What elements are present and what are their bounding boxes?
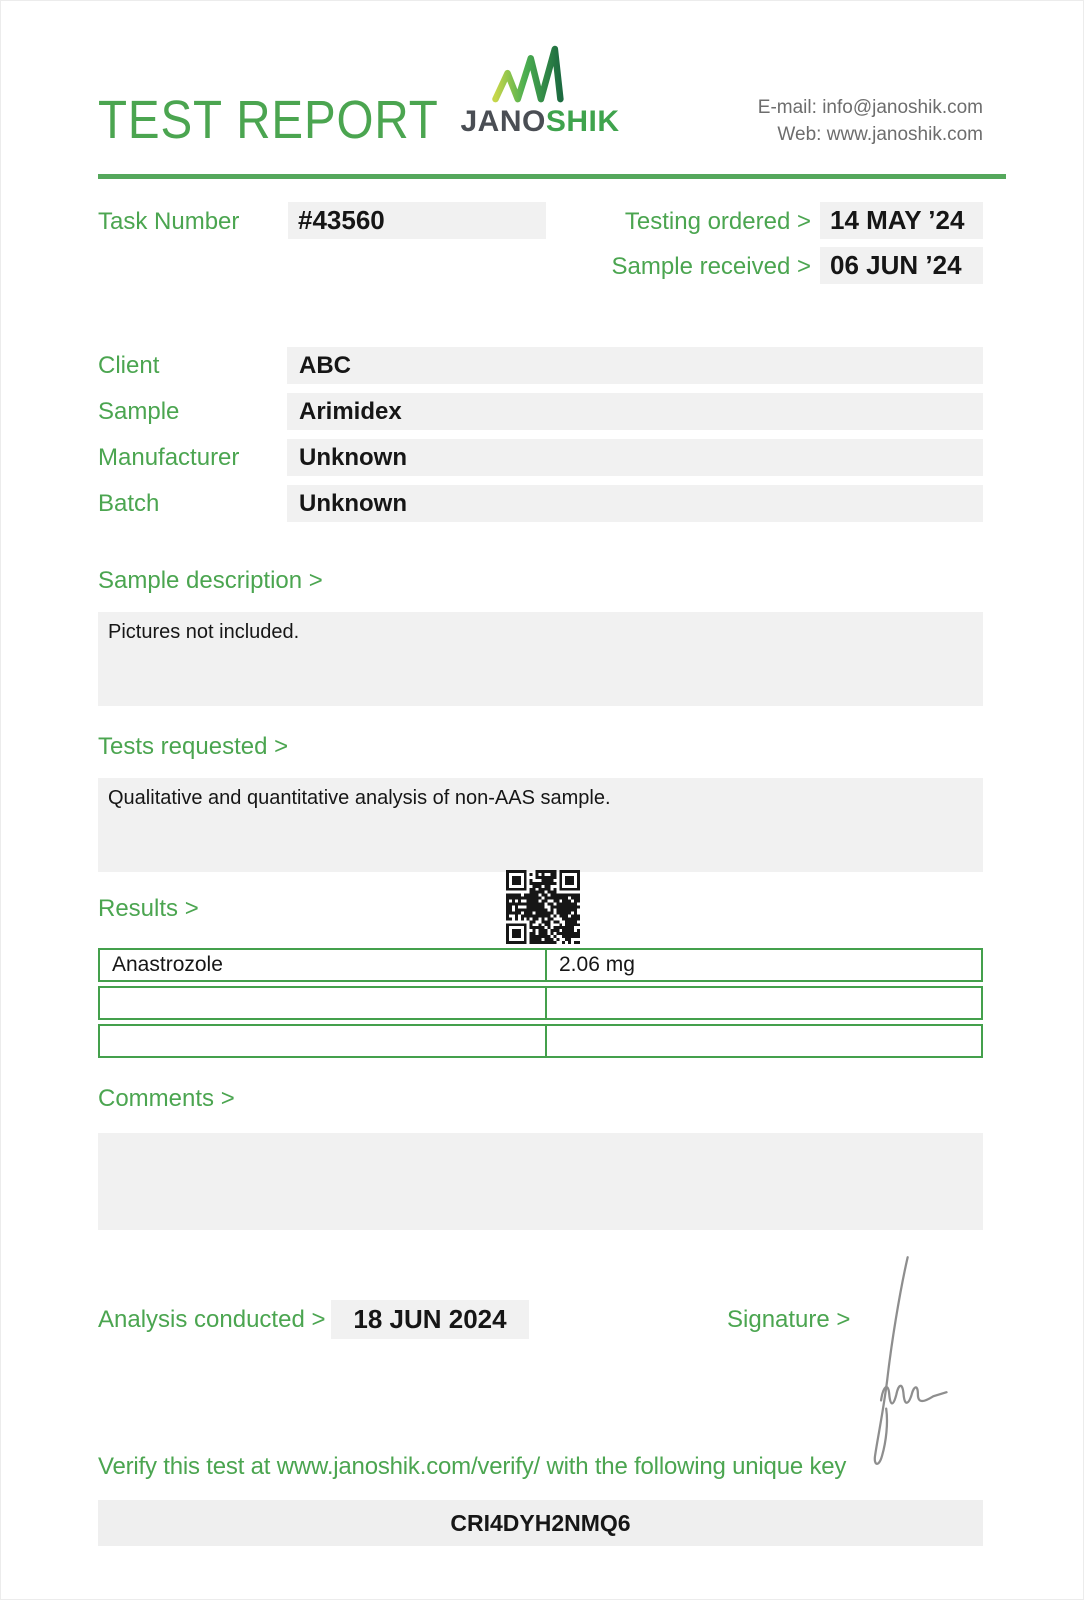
sample-label: Sample	[98, 398, 180, 425]
email-label: E-mail:	[757, 97, 817, 118]
sample-description-heading: Sample description >	[98, 567, 323, 594]
sample-received-label: Sample received >	[611, 253, 811, 280]
qr-code	[506, 870, 580, 944]
verify-instruction: Verify this test at www.janoshik.com/verify/ with the following unique key	[98, 1453, 847, 1480]
brand-name-dark: JANO	[460, 105, 546, 138]
tests-requested-heading: Tests requested >	[98, 733, 289, 760]
sample-description-body: Pictures not included.	[98, 612, 983, 706]
page-title: TEST REPORT	[98, 90, 439, 150]
contact-info	[758, 94, 983, 148]
analysis-conducted-label: Analysis conducted >	[98, 1306, 326, 1333]
tests-requested-body: Qualitative and quantitative analysis of non-AAS sample.	[98, 778, 983, 872]
results-table	[98, 948, 983, 1062]
contact-web-line	[758, 121, 983, 148]
task-number-value: #43560	[288, 202, 546, 239]
contact-email-line	[758, 94, 983, 121]
comments-heading: Comments >	[98, 1085, 235, 1112]
brand-logo	[450, 45, 630, 139]
task-number-label: Task Number	[98, 208, 240, 235]
result-amount	[545, 1024, 983, 1058]
batch-value: Unknown	[287, 485, 983, 522]
table-row	[98, 986, 983, 1020]
result-substance: Anastrozole	[98, 948, 545, 982]
result-substance	[98, 986, 545, 1020]
web-label: Web:	[777, 124, 822, 145]
batch-label: Batch	[98, 490, 160, 517]
table-row	[98, 948, 983, 982]
brand-name-green: SHIK	[545, 105, 620, 138]
manufacturer-label: Manufacturer	[98, 444, 240, 471]
client-value: ABC	[287, 347, 983, 384]
result-substance	[98, 1024, 545, 1058]
header-divider	[98, 174, 1006, 179]
brand-name	[450, 105, 630, 139]
sample-value: Arimidex	[287, 393, 983, 430]
results-heading: Results >	[98, 895, 199, 922]
email-value: info@janoshik.com	[822, 97, 983, 118]
testing-ordered-date: 14 MAY ’24	[820, 202, 983, 239]
manufacturer-value: Unknown	[287, 439, 983, 476]
unique-key: CRI4DYH2NMQ6	[98, 1500, 983, 1546]
table-row	[98, 1024, 983, 1058]
analysis-conducted-date: 18 JUN 2024	[331, 1300, 529, 1339]
signature-label: Signature >	[727, 1306, 851, 1333]
growth-chart-icon	[489, 45, 591, 105]
report-content	[98, 1, 983, 1599]
web-value: www.janoshik.com	[826, 124, 983, 145]
testing-ordered-label: Testing ordered >	[624, 208, 811, 235]
signature-scribble	[843, 1247, 958, 1472]
result-amount: 2.06 mg	[545, 948, 983, 982]
client-label: Client	[98, 352, 160, 379]
sample-received-date: 06 JUN ’24	[820, 247, 983, 284]
result-amount	[545, 986, 983, 1020]
comments-body	[98, 1133, 983, 1230]
